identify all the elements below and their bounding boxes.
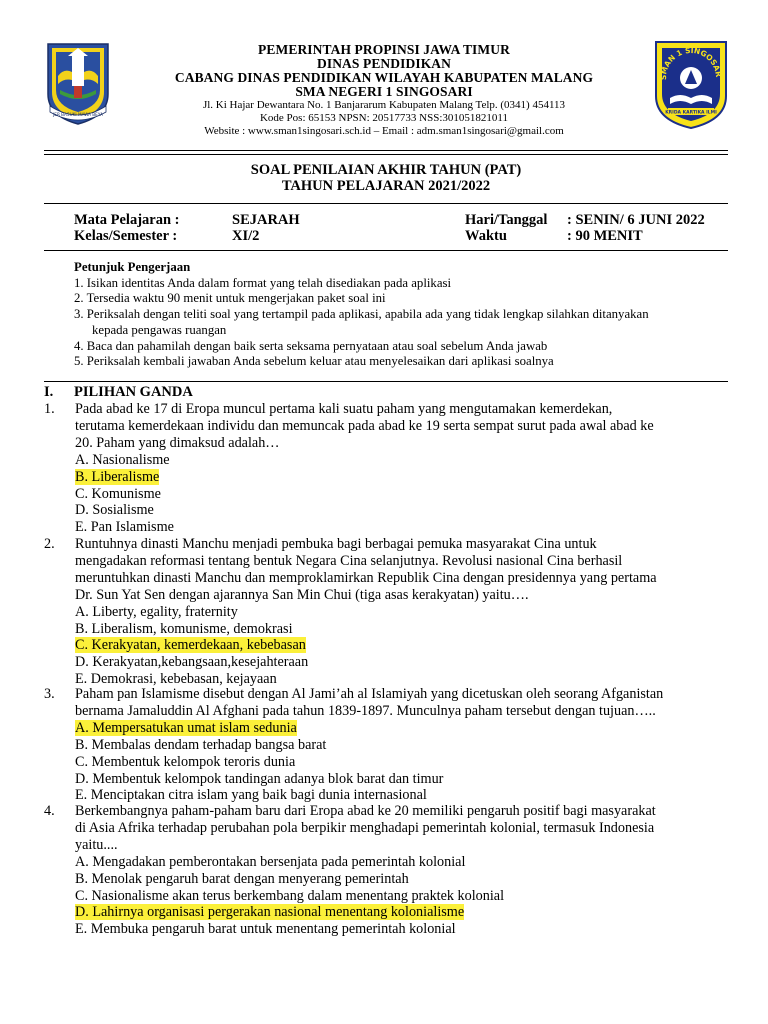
question-1 (44, 401, 712, 536)
right-logo-motto: KRIDA KARTIKA ILMI (665, 110, 717, 116)
option-c: C. Membentuk kelompok teroris dunia (75, 753, 296, 770)
question-text-line: Dr. Sun Yat Sen dengan ajarannya San Min Chui (tiga asas kerakyatan) yaitu…. (75, 586, 529, 603)
option-d: D. Membentuk kelompok tandingan adanya blok barat dan timur (75, 770, 444, 787)
question-number: 3. (44, 686, 55, 702)
option-c: C. Nasionalisme akan terus berkembang dalam menentang praktek kolonial (75, 887, 505, 904)
question-number: 1. (44, 401, 55, 417)
question-text-line: mengadakan reformasi tentang bentuk Negara Cina selanjutnya. Revolusi nasional Cina berhasil (75, 552, 623, 569)
letterhead-rule-bottom (44, 154, 728, 155)
question-text-line: di Asia Afrika terhadap perubahan pola berpikir menghadapi pemerintah kolonial, termasuk Indonesia (75, 819, 655, 836)
class-value: XI/2 (232, 228, 260, 244)
answer-highlight: D. Lahirnya organisasi pergerakan nasional menentang kolonialisme (75, 904, 465, 921)
instruction-item: 4. Baca dan pahamilah dengan baik serta seksama pernyataan atau soal sebelum Anda jawab (74, 338, 548, 353)
option-d-highlighted (75, 904, 712, 921)
option-e: E. Menciptakan citra islam yang baik bagi dunia internasional (75, 787, 427, 804)
option-a-highlighted (75, 720, 712, 737)
letterhead (120, 43, 648, 138)
class-label: Kelas/Semester : (74, 228, 178, 244)
right-logo-arc-text: SMAN 1 SINGOSAR (658, 45, 724, 81)
question-text-line: 20. Paham yang dimaksud adalah… (75, 434, 280, 451)
section-number: I. (44, 384, 54, 400)
subject-value: SEJARAH (232, 212, 300, 228)
answer-highlight: A. Mempersatukan umat islam sedunia (75, 719, 297, 736)
answer-highlight: C. Kerakyatan, kemerdekaan, kebebasan (75, 637, 306, 654)
title-rule (44, 203, 728, 204)
time-value: : 90 MENIT (567, 228, 643, 244)
instruction-item: 2. Tersedia waktu 90 menit untuk mengerjakan paket soal ini (74, 291, 386, 306)
option-b: B. Membalas dendam terhadap bangsa barat (75, 736, 327, 753)
option-d: D. Sosialisme (75, 502, 154, 519)
question-number: 4. (44, 803, 55, 819)
letterhead-branch: CABANG DINAS PENDIDIKAN WILAYAH KABUPATEN MALANG (174, 70, 594, 85)
day-label: Hari/Tanggal (465, 212, 548, 228)
exam-title: SOAL PENILAIAN AKHIR TAHUN (PAT) (250, 162, 522, 178)
letterhead-codes: Kode Pos: 65153 NPSN: 20517733 NSS:301051821011 (259, 112, 509, 124)
option-c: C. Komunisme (75, 485, 161, 502)
answer-highlight: B. Liberalisme (75, 468, 160, 485)
option-b-highlighted (75, 469, 712, 486)
option-a: A. Nasionalisme (75, 451, 170, 468)
subject-label: Mata Pelajaran : (74, 212, 180, 228)
option-a: A. Mengadakan pemberontakan bersenjata pada pemerintah kolonial (75, 853, 466, 870)
instructions-rule (44, 381, 728, 382)
section-title: PILIHAN GANDA (74, 384, 193, 400)
question-text-line: meruntuhkan dinasti Manchu dan memproklamirkan Republik Cina dengan presidennya yang pertama (75, 569, 657, 586)
letterhead-contact: Website : www.sman1singosari.sch.id – Email : adm.sman1singosari@gmail.com (204, 125, 564, 137)
question-text-line: yaitu.... (75, 836, 118, 853)
question-4 (44, 803, 712, 938)
letterhead-school: SMA NEGERI 1 SINGOSARI (295, 84, 473, 99)
time-label: Waktu (465, 228, 507, 244)
letterhead-rule-top (44, 150, 728, 151)
option-e: E. Demokrasi, kebebasan, kejayaan (75, 671, 277, 688)
section-heading (44, 384, 193, 400)
letterhead-address: Jl. Ki Hajar Dewantara No. 1 Banjararum Kabupaten Malang Telp. (0341) 454113 (202, 99, 566, 111)
option-c-highlighted (75, 637, 712, 654)
option-d: D. Kerakyatan,kebangsaan,kesejahteraan (75, 654, 309, 671)
question-text-line: Paham pan Islamisme disebut dengan Al Jami’ah al Islamiyah yang dicetuskan oleh seorang Afganistan (75, 686, 664, 702)
exam-academic-year: TAHUN PELAJARAN 2021/2022 (281, 178, 491, 194)
question-3 (44, 686, 712, 804)
letterhead-department: DINAS PENDIDIKAN (317, 56, 451, 71)
question-text-line: Berkembangnya paham-paham baru dari Eropa abad ke 20 memiliki pengaruh positif bagi masyarakat (75, 803, 656, 819)
instruction-item: 1. Isikan identitas Anda dalam format yang telah disediakan pada aplikasi (74, 275, 452, 290)
question-text-line: Runtuhnya dinasti Manchu menjadi pembuka bagi berbagai pemuka masyarakat Cina untuk (75, 536, 597, 552)
option-e: E. Membuka pengaruh barat untuk menentang pemerintah kolonial (75, 921, 456, 938)
instruction-item: 3. Periksalah dengan teliti soal yang tertampil pada aplikasi, apabila ada yang tidak lengkap silahkan ditanyakan (74, 307, 649, 322)
instructions-block (74, 260, 734, 370)
instructions-heading: Petunjuk Pengerjaan (74, 260, 191, 274)
day-value: : SENIN/ 6 JUNI 2022 (567, 212, 705, 228)
option-e: E. Pan Islamisme (75, 519, 174, 536)
option-b: B. Menolak pengaruh barat dengan menyerang pemerintah (75, 870, 409, 887)
option-a: A. Liberty, egality, fraternity (75, 603, 238, 620)
question-text-line: terutama kemerdekaan individu dan memuncak pada abad ke 19 serta sempat surut pada awal abad ke (75, 417, 654, 434)
east-java-emblem-logo (44, 42, 112, 126)
letterhead-government: PEMERINTAH PROPINSI JAWA TIMUR (258, 42, 510, 57)
option-b: B. Liberalism, komunisme, demokrasi (75, 620, 293, 637)
instruction-item-continued: kepada pengawas ruangan (92, 322, 227, 337)
left-logo-motto: JER BASUKI MAWA BEYA (53, 112, 103, 117)
question-2 (44, 536, 712, 688)
instruction-item: 5. Periksalah kembali jawaban Anda sebelum keluar atau menyelesaikan dari aplikasi soalnya (74, 354, 554, 369)
sman1-singosari-logo (654, 40, 728, 130)
question-number: 2. (44, 536, 55, 552)
question-text-line: bernama Jamaluddin Al Afghani pada tahun 1839-1897. Munculnya paham tersebut dengan tujuan….. (75, 702, 656, 719)
question-text-line: Pada abad ke 17 di Eropa muncul pertama kali suatu paham yang mengutamakan kemerdekan, (75, 401, 613, 417)
identity-rule (44, 250, 728, 251)
